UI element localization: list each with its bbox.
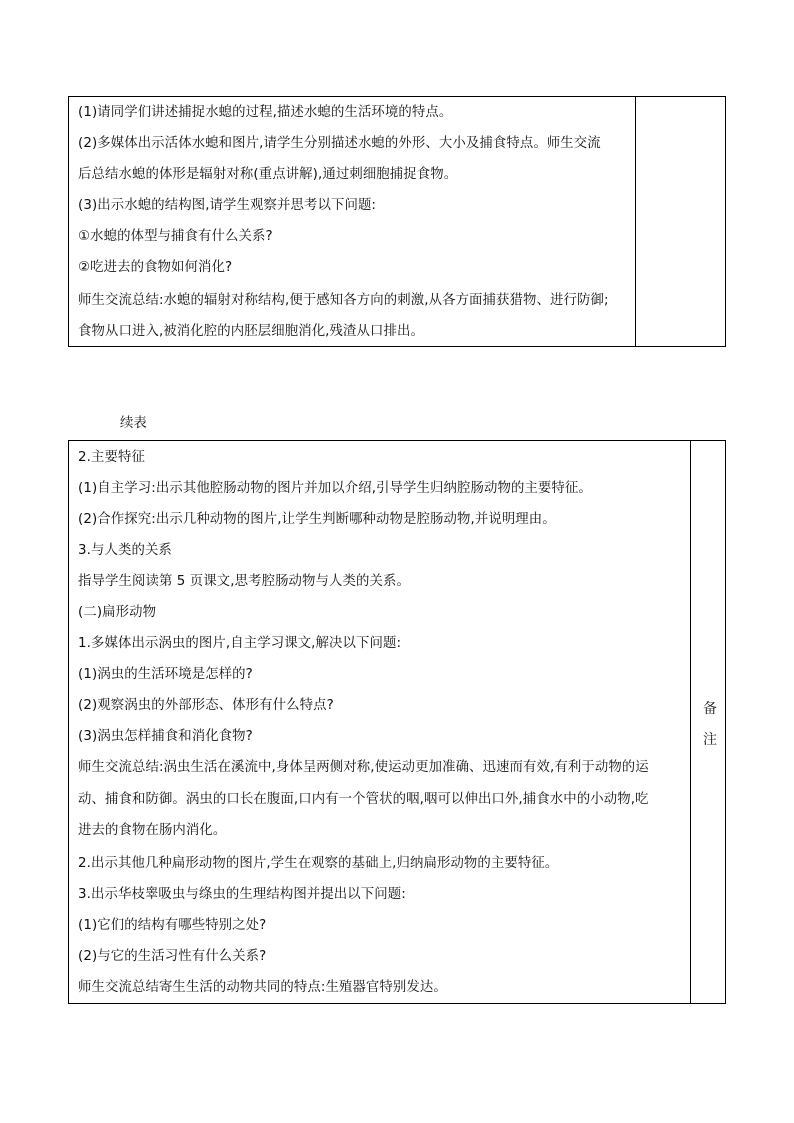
text-line: (二)扁形动物 <box>78 605 157 620</box>
text-line: 后总结水螅的体形是辐射对称(重点讲解),通过刺细胞捕捉食物。 <box>78 167 458 182</box>
text-line: 食物从口进入,被消化腔的内胚层细胞消化,残渣从口排出。 <box>78 324 424 339</box>
text-line: 指导学生阅读第 5 页课文,思考腔肠动物与人类的关系。 <box>78 574 410 589</box>
text-line: (2)合作探究:出示几种动物的图片,让学生判断哪种动物是腔肠动物,并说明理由。 <box>78 512 556 527</box>
text-line: 进去的食物在肠内消化。 <box>78 823 227 838</box>
remark-label: 注 <box>703 732 717 748</box>
text-line: 1.多媒体出示涡虫的图片,自主学习课文,解决以下问题: <box>78 636 402 651</box>
text-line: 师生交流总结:涡虫生活在溪流中,身体呈两侧对称,使运动更加准确、迅速而有效,有利于动物的运 <box>78 760 649 775</box>
remark-cell <box>636 97 725 346</box>
text-line: 2.主要特征 <box>78 450 145 465</box>
content-cell <box>69 97 636 346</box>
remark-cell <box>691 441 725 1003</box>
continued-table-caption: 续表 <box>120 416 147 431</box>
text-line: (1)涡虫的生活环境是怎样的? <box>78 667 253 682</box>
text-line: (1)自主学习:出示其他腔肠动物的图片并加以介绍,引导学生归纳腔肠动物的主要特征。 <box>78 481 592 496</box>
text-line: ①水螅的体型与捕食有什么关系? <box>78 229 273 244</box>
text-line: (2)观察涡虫的外部形态、体形有什么特点? <box>78 698 334 713</box>
text-line: (1)它们的结构有哪些特别之处? <box>78 918 267 933</box>
text-line: (1)请同学们讲述捕捉水螅的过程,描述水螅的生活环境的特点。 <box>78 105 453 120</box>
text-line: 3.出示华枝睾吸虫与绦虫的生理结构图并提出以下问题: <box>78 887 406 902</box>
text-line: 师生交流总结寄生生活的动物共同的特点:生殖器官特别发达。 <box>78 980 447 995</box>
remark-label: 备 <box>703 701 717 717</box>
text-line: 动、捕食和防御。涡虫的口长在腹面,口内有一个管状的咽,咽可以伸出口外,捕食水中的小动物,吃 <box>78 792 649 807</box>
text-line: (3)出示水螅的结构图,请学生观察并思考以下问题: <box>78 198 377 213</box>
lesson-table-top <box>68 96 726 347</box>
text-line: (3)涡虫怎样捕食和消化食物? <box>78 729 253 744</box>
text-line: (2)与它的生活习性有什么关系? <box>78 949 267 964</box>
lesson-table-continued <box>68 440 726 1004</box>
text-line: (2)多媒体出示活体水螅和图片,请学生分别描述水螅的外形、大小及捕食特点。师生交流 <box>78 136 601 151</box>
text-line: ②吃进去的食物如何消化? <box>78 260 233 275</box>
text-line: 师生交流总结:水螅的辐射对称结构,便于感知各方向的刺激,从各方面捕获猎物、进行防御; <box>78 293 609 308</box>
content-cell <box>69 441 691 1003</box>
text-line: 3.与人类的关系 <box>78 543 172 558</box>
text-line: 2.出示其他几种扁形动物的图片,学生在观察的基础上,归纳扁形动物的主要特征。 <box>78 856 559 871</box>
